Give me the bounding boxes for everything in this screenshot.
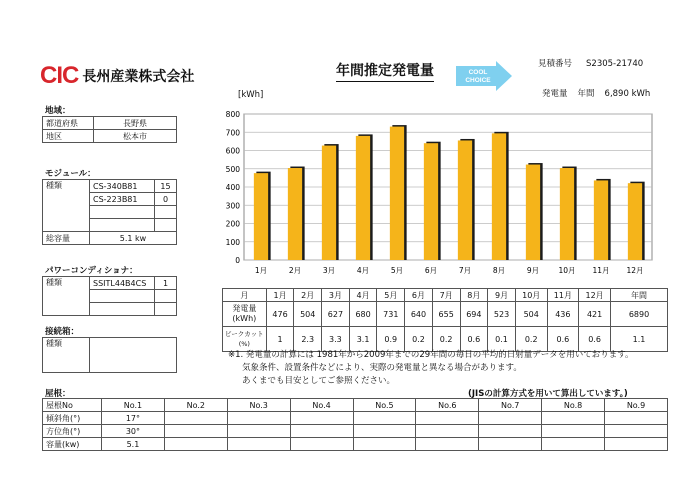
region-table xyxy=(42,116,177,143)
prefecture-label: 都道府県 xyxy=(43,117,94,130)
x-tick-label: 4月 xyxy=(356,266,370,275)
roof-cell xyxy=(164,438,227,451)
x-tick-label: 1月 xyxy=(254,266,268,275)
peak-cut-value: 0.6 xyxy=(579,327,611,352)
roof-cell xyxy=(353,438,416,451)
module-qty: 0 xyxy=(155,193,177,206)
roof-table xyxy=(42,398,668,451)
pcs-model xyxy=(90,290,155,303)
roof-row-label: 傾斜角(°) xyxy=(43,412,102,425)
roof-column-header: No.7 xyxy=(479,399,542,412)
generation-label-line1: 発電量 xyxy=(232,304,257,313)
generation-value: 694 xyxy=(460,302,488,327)
roof-no-label: 屋根No xyxy=(43,399,102,412)
roof-cell xyxy=(416,438,479,451)
month-header: 7月 xyxy=(432,289,460,302)
month-header: 12月 xyxy=(579,289,611,302)
bar-9 xyxy=(526,165,540,260)
module-model: CS-223B81 xyxy=(90,193,155,206)
junction-value xyxy=(90,338,177,373)
note-line-2: 気象条件、設置条件などにより、実際の発電量と異なる場合があります。 xyxy=(242,363,522,373)
module-model xyxy=(90,219,155,232)
month-header: 10月 xyxy=(515,289,547,302)
roof-cell xyxy=(290,425,353,438)
peak-cut-value: 2.3 xyxy=(294,327,322,352)
y-tick-label: 100 xyxy=(225,237,240,247)
x-tick-label: 2月 xyxy=(288,266,302,275)
roof-row-label: 方位角(°) xyxy=(43,425,102,438)
annual-label: 発電量 xyxy=(542,89,568,99)
junction-table xyxy=(42,337,177,373)
month-header: 2月 xyxy=(294,289,322,302)
quote-number xyxy=(538,57,657,69)
peak-cut-label-line2: (%) xyxy=(238,340,250,348)
generation-value: 731 xyxy=(377,302,405,327)
roof-cell xyxy=(290,438,353,451)
peak-cut-value: 3.3 xyxy=(322,327,350,352)
month-header: 9月 xyxy=(488,289,516,302)
bar-10 xyxy=(560,168,574,260)
pcs-model: SSITL44B4CS xyxy=(90,277,155,290)
y-tick-label: 400 xyxy=(225,183,240,192)
roof-heading: 屋根： xyxy=(45,389,71,399)
roof-column-header: No.3 xyxy=(227,399,290,412)
bar-5 xyxy=(390,127,404,260)
roof-cell xyxy=(164,425,227,438)
generation-value: 523 xyxy=(488,302,516,327)
roof-cell xyxy=(605,425,668,438)
generation-value: 640 xyxy=(405,302,433,327)
peak-cut-label-line1: ピークカット xyxy=(225,330,264,338)
generation-value: 476 xyxy=(266,302,294,327)
quote-number-label: 見積番号 xyxy=(538,59,573,69)
module-total-label: 総容量 xyxy=(43,232,90,245)
generation-value: 504 xyxy=(515,302,547,327)
roof-cell xyxy=(542,438,605,451)
y-tick-label: 500 xyxy=(225,164,240,174)
roof-cell xyxy=(227,438,290,451)
roof-cell xyxy=(353,425,416,438)
quote-number-value: S2305-21740 xyxy=(586,59,644,69)
month-header: 4月 xyxy=(349,289,377,302)
peak-cut-value: 1 xyxy=(266,327,294,352)
roof-cell xyxy=(479,412,542,425)
junction-type-label: 種類 xyxy=(43,338,90,373)
chart-ylabel: [kWh] xyxy=(238,90,264,100)
pcs-type-label: 種類 xyxy=(43,277,90,316)
month-header: 11月 xyxy=(547,289,579,302)
x-tick-label: 12月 xyxy=(626,266,644,275)
bar-11 xyxy=(594,180,608,260)
bar-8 xyxy=(492,133,506,260)
pcs-model xyxy=(90,303,155,316)
roof-cell xyxy=(227,412,290,425)
generation-value: 421 xyxy=(579,302,611,327)
roof-column-header: No.9 xyxy=(605,399,668,412)
cool-choice-badge xyxy=(452,60,514,92)
bar-4 xyxy=(356,136,370,260)
pcs-heading: パワーコンディショナ： xyxy=(45,266,138,276)
peak-cut-value: 0.9 xyxy=(377,327,405,352)
generation-chart xyxy=(214,100,660,286)
roof-cell xyxy=(416,425,479,438)
peak-cut-value: 3.1 xyxy=(349,327,377,352)
x-tick-label: 7月 xyxy=(458,266,472,275)
y-tick-label: 700 xyxy=(225,128,240,138)
module-qty xyxy=(155,219,177,232)
roof-column-header: No.4 xyxy=(290,399,353,412)
x-tick-label: 5月 xyxy=(390,266,404,275)
peak-cut-value: 0.2 xyxy=(432,327,460,352)
roof-cell xyxy=(353,412,416,425)
badge-line2: CHOICE xyxy=(465,77,491,84)
badge-line1: COOL xyxy=(468,69,488,76)
generation-annual: 6890 xyxy=(611,302,668,327)
jis-note: (JISの計算方式を用いて算出しています。) xyxy=(468,389,628,399)
module-qty: 15 xyxy=(155,180,177,193)
roof-cell: 30° xyxy=(102,425,165,438)
x-tick-label: 6月 xyxy=(424,266,438,275)
y-tick-label: 800 xyxy=(225,110,240,119)
module-model xyxy=(90,206,155,219)
annual-total xyxy=(542,87,660,99)
peak-cut-annual: 1.1 xyxy=(611,327,668,352)
roof-cell xyxy=(164,412,227,425)
x-tick-label: 9月 xyxy=(526,266,540,275)
y-tick-label: 600 xyxy=(225,146,240,156)
module-table xyxy=(42,179,177,245)
bar-3 xyxy=(322,146,336,260)
peak-cut-value: 0.6 xyxy=(460,327,488,352)
generation-value: 627 xyxy=(322,302,350,327)
generation-value: 436 xyxy=(547,302,579,327)
roof-column-header: No.2 xyxy=(164,399,227,412)
logo-mark: CIC xyxy=(40,62,79,89)
peak-cut-value: 0.2 xyxy=(515,327,547,352)
pcs-qty: 1 xyxy=(155,277,177,290)
bar-6 xyxy=(424,143,438,260)
month-header: 3月 xyxy=(322,289,350,302)
module-heading: モジュール： xyxy=(45,169,96,179)
junction-heading: 接続箱： xyxy=(45,327,80,337)
annual-value: 6,890 kWh xyxy=(604,89,651,99)
generation-label xyxy=(223,302,267,327)
roof-row-label: 容量(kw) xyxy=(43,438,102,451)
roof-cell xyxy=(416,412,479,425)
x-tick-label: 10月 xyxy=(558,266,576,275)
month-header-label: 月 xyxy=(223,289,267,302)
roof-cell: 17° xyxy=(102,412,165,425)
month-header: 5月 xyxy=(377,289,405,302)
page-title: 年間推定発電量 xyxy=(336,60,434,82)
peak-cut-value: 0.1 xyxy=(488,327,516,352)
roof-cell xyxy=(605,438,668,451)
y-tick-label: 0 xyxy=(235,256,240,265)
roof-cell xyxy=(479,425,542,438)
bar-7 xyxy=(458,140,472,260)
bar-12 xyxy=(628,183,642,260)
module-type-label: 種類 xyxy=(43,180,90,232)
roof-cell xyxy=(605,412,668,425)
roof-column-header: No.1 xyxy=(102,399,165,412)
roof-column-header: No.6 xyxy=(416,399,479,412)
module-total-value: 5.1 kw xyxy=(90,232,177,245)
company-name: 長州産業株式会社 xyxy=(82,69,195,85)
pcs-qty xyxy=(155,303,177,316)
module-model: CS-340B81 xyxy=(90,180,155,193)
roof-cell: 5.1 xyxy=(102,438,165,451)
note-line-3: あくまでも目安としてご参照ください。 xyxy=(242,376,396,386)
peak-cut-value: 0.2 xyxy=(405,327,433,352)
bar-2 xyxy=(288,168,302,260)
roof-cell xyxy=(542,412,605,425)
pcs-table xyxy=(42,276,177,316)
annual-period: 年間 xyxy=(577,89,595,99)
district-label: 地区 xyxy=(43,130,94,143)
bar-1 xyxy=(254,173,268,260)
roof-column-header: No.5 xyxy=(353,399,416,412)
y-tick-label: 300 xyxy=(225,201,240,211)
y-tick-label: 200 xyxy=(225,219,240,229)
annual-header: 年間 xyxy=(611,289,668,302)
note-line-1: ※1. 発電量の計算には 1981年から2009年までの29年間の毎日の平均的日射量データを用いております。 xyxy=(228,350,634,360)
roof-cell xyxy=(227,425,290,438)
month-header: 1月 xyxy=(266,289,294,302)
month-header: 6月 xyxy=(405,289,433,302)
prefecture-value: 長野県 xyxy=(94,117,177,130)
monthly-table xyxy=(222,288,668,352)
x-tick-label: 3月 xyxy=(322,266,336,275)
roof-cell xyxy=(542,425,605,438)
company-logo xyxy=(40,64,194,88)
generation-label-line2: (kWh) xyxy=(232,314,257,323)
roof-cell xyxy=(290,412,353,425)
month-header: 8月 xyxy=(460,289,488,302)
module-qty xyxy=(155,206,177,219)
generation-value: 655 xyxy=(432,302,460,327)
generation-value: 680 xyxy=(349,302,377,327)
district-value: 松本市 xyxy=(94,130,177,143)
roof-cell xyxy=(479,438,542,451)
x-tick-label: 11月 xyxy=(592,266,610,275)
pcs-qty xyxy=(155,290,177,303)
x-tick-label: 8月 xyxy=(492,266,506,275)
roof-column-header: No.8 xyxy=(542,399,605,412)
region-heading: 地域： xyxy=(45,106,71,116)
generation-value: 504 xyxy=(294,302,322,327)
peak-cut-label xyxy=(223,327,267,352)
peak-cut-value: 0.6 xyxy=(547,327,579,352)
